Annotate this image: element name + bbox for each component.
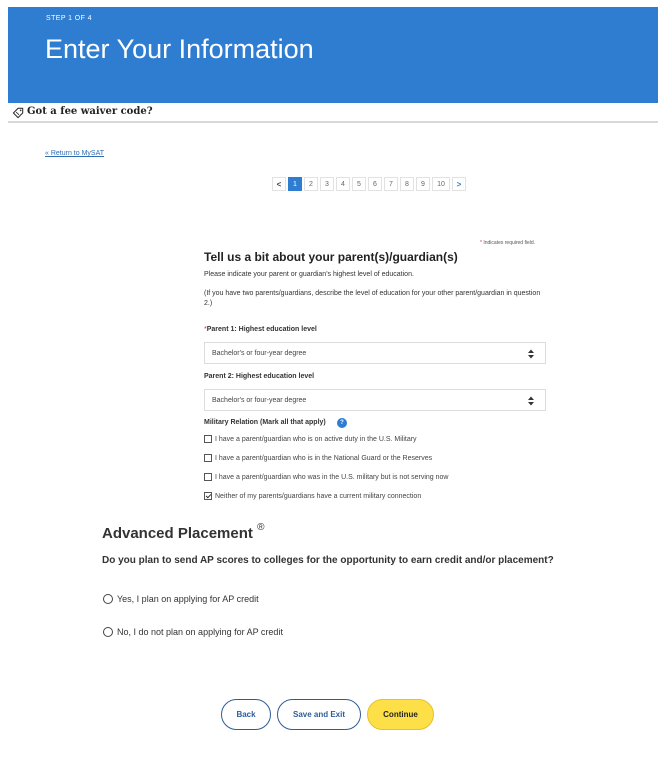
back-button[interactable]: Back (221, 699, 271, 730)
pagination-page-10[interactable]: 10 (432, 177, 450, 191)
parent2-education-select[interactable] (204, 389, 546, 411)
radio-label: No, I do not plan on applying for AP credit (117, 627, 283, 637)
checkbox[interactable] (204, 435, 212, 443)
military-option-national-guard[interactable] (204, 453, 432, 463)
pagination-page-3[interactable]: 3 (320, 177, 334, 191)
military-option-active-duty[interactable] (204, 434, 417, 444)
required-star: * (480, 240, 482, 246)
fee-waiver-link[interactable]: Got a fee waiver code? (27, 106, 153, 117)
pagination-page-8[interactable]: 8 (400, 177, 414, 191)
checkbox-label: I have a parent/guardian who is in the National Guard or the Reserves (215, 454, 433, 462)
parent1-label (204, 326, 317, 333)
parent2-education-value: Bachelor's or four-year degree (212, 397, 307, 404)
checkbox-label: Neither of my parents/guardians have a current military connection (215, 492, 422, 500)
ap-option-no[interactable] (103, 626, 283, 638)
required-star: * (204, 326, 207, 333)
step-indicator: STEP 1 OF 4 (46, 15, 92, 22)
parent1-education-select[interactable] (204, 342, 546, 364)
military-option-none[interactable] (204, 491, 421, 501)
pagination-page-9[interactable]: 9 (416, 177, 430, 191)
checkbox-label: I have a parent/guardian who was in the U.S. military but is not serving now (215, 473, 449, 481)
pagination-next-button[interactable]: > (452, 177, 466, 191)
fee-waiver-bar[interactable] (8, 103, 658, 123)
ap-question: Do you plan to send AP scores to colleges for the opportunity to earn credit and/or placement? (102, 555, 554, 566)
select-caret-icon (527, 394, 535, 408)
select-caret-icon (527, 347, 535, 361)
return-to-mysat-link[interactable]: « Return to MySAT (45, 150, 105, 157)
pagination-prev-button[interactable]: < (272, 177, 286, 191)
ap-option-yes[interactable] (103, 593, 259, 605)
radio-button[interactable] (103, 627, 113, 637)
registered-mark: ® (257, 522, 265, 533)
parent1-education-value: Bachelor's or four-year degree (212, 350, 307, 357)
pagination-page-4[interactable]: 4 (336, 177, 350, 191)
checkbox[interactable] (204, 473, 212, 481)
pagination-page-6[interactable]: 6 (368, 177, 382, 191)
checkbox-label: I have a parent/guardian who is on active duty in the U.S. Military (215, 435, 417, 443)
parents-section-note: (If you have two parents/guardians, describe the level of education for your other parent/guardian in question 2.) (204, 290, 541, 307)
ap-title-text: Advanced Placement (102, 525, 253, 542)
pagination (272, 177, 466, 191)
radio-button[interactable] (103, 594, 113, 604)
continue-button[interactable]: Continue (367, 699, 434, 730)
parent1-label-text: Parent 1: Highest education level (206, 326, 317, 333)
military-option-former[interactable] (204, 472, 448, 482)
required-note-text: Indicates required field. (483, 240, 536, 246)
parent2-label: Parent 2: Highest education level (204, 373, 315, 380)
ap-section-title (102, 524, 264, 542)
tag-icon (12, 106, 25, 119)
pagination-page-5[interactable]: 5 (352, 177, 366, 191)
required-field-note (480, 240, 535, 246)
checkbox[interactable] (204, 454, 212, 462)
page-header (8, 7, 658, 103)
parents-section-intro: Please indicate your parent or guardian's highest level of education. (204, 271, 414, 278)
info-icon[interactable]: ? (337, 418, 347, 428)
parents-section-title: Tell us a bit about your parent(s)/guardian(s) (204, 250, 458, 264)
checkbox-checked[interactable] (204, 492, 212, 500)
pagination-page-7[interactable]: 7 (384, 177, 398, 191)
page-title: Enter Your Information (45, 34, 314, 64)
military-relation-label: Military Relation (Mark all that apply) (204, 419, 326, 426)
save-and-exit-button[interactable]: Save and Exit (277, 699, 361, 730)
pagination-page-2[interactable]: 2 (304, 177, 318, 191)
pagination-page-1[interactable]: 1 (288, 177, 302, 191)
radio-label: Yes, I plan on applying for AP credit (117, 594, 259, 604)
